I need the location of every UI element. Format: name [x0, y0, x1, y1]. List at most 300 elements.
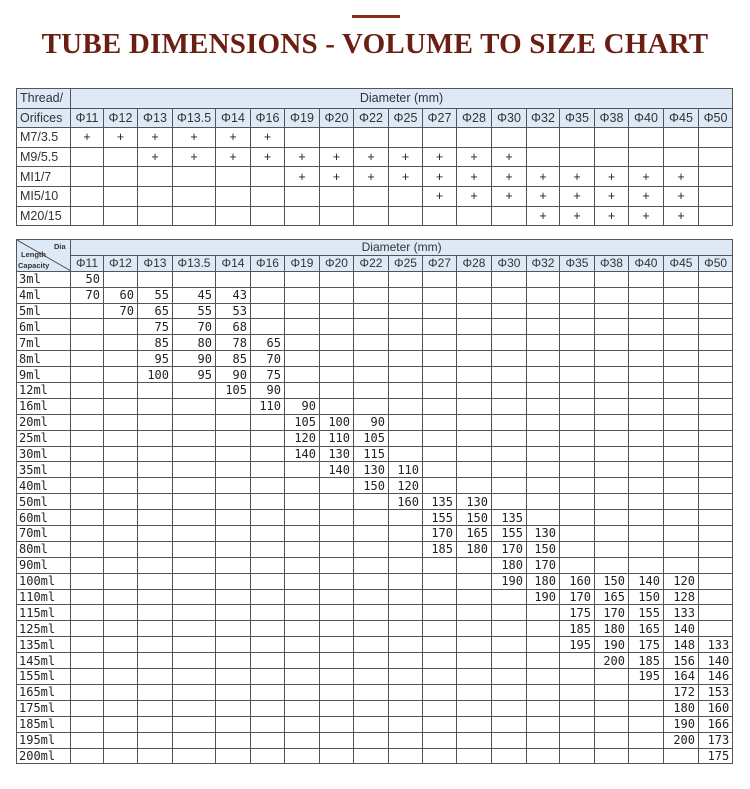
length-value-cell [699, 573, 733, 589]
length-value-cell: 100 [138, 367, 173, 383]
length-value-cell: 180 [595, 621, 629, 637]
length-value-cell [423, 573, 457, 589]
length-value-cell [457, 748, 492, 764]
diameter-label: Diameter (mm) [71, 89, 733, 109]
length-value-cell: 68 [216, 319, 251, 335]
thread-diameter-header: Φ28 [457, 108, 492, 128]
length-value-cell [423, 446, 457, 462]
length-value-cell [699, 541, 733, 557]
capacity-label: 35ml [17, 462, 71, 478]
thread-compat-cell [699, 128, 733, 148]
length-value-cell [629, 319, 664, 335]
length-value-cell: 78 [216, 335, 251, 351]
length-value-cell: 130 [527, 526, 560, 542]
length-value-cell [71, 621, 104, 637]
length-value-cell [423, 462, 457, 478]
length-value-cell [527, 351, 560, 367]
length-value-cell [389, 430, 423, 446]
length-value-cell [138, 510, 173, 526]
capacity-row [17, 589, 733, 605]
length-value-cell: 150 [354, 478, 389, 494]
length-value-cell [354, 510, 389, 526]
length-value-cell [138, 478, 173, 494]
length-value-cell [138, 271, 173, 287]
length-value-cell [560, 478, 595, 494]
length-value-cell [138, 605, 173, 621]
thread-compat-cell [251, 206, 285, 226]
length-value-cell [423, 589, 457, 605]
capacity-label: 90ml [17, 557, 71, 573]
length-value-cell [664, 748, 699, 764]
length-value-cell [527, 430, 560, 446]
length-value-cell [138, 557, 173, 573]
length-value-cell [251, 573, 285, 589]
length-value-cell [527, 637, 560, 653]
length-value-cell: 185 [629, 653, 664, 669]
length-value-cell [285, 287, 320, 303]
thread-compat-cell [457, 167, 492, 187]
length-value-cell [138, 446, 173, 462]
length-value-cell [251, 526, 285, 542]
capacity-label: 200ml [17, 748, 71, 764]
length-value-cell [699, 319, 733, 335]
length-value-cell [251, 716, 285, 732]
length-value-cell [251, 271, 285, 287]
thread-compat-cell [664, 186, 699, 206]
length-value-cell [389, 319, 423, 335]
compat-mark: + [573, 208, 581, 223]
compat-mark: + [332, 169, 341, 184]
length-value-cell [699, 367, 733, 383]
length-value-cell [251, 732, 285, 748]
length-value-cell [173, 541, 216, 557]
length-value-cell [104, 351, 138, 367]
length-value-cell [457, 621, 492, 637]
length-value-cell [354, 271, 389, 287]
corner-dia-label: Dia [54, 242, 66, 251]
length-value-cell [138, 462, 173, 478]
length-value-cell [595, 669, 629, 685]
capacity-label: 125ml [17, 621, 71, 637]
length-value-cell [251, 621, 285, 637]
length-value-cell [595, 541, 629, 557]
length-value-cell [320, 541, 354, 557]
capacity-row [17, 700, 733, 716]
thread-compat-cell [138, 128, 173, 148]
length-value-cell [560, 541, 595, 557]
length-value-cell [251, 303, 285, 319]
capacity-row [17, 669, 733, 685]
length-value-cell [354, 605, 389, 621]
length-value-cell: 170 [560, 589, 595, 605]
thread-diameter-header: Φ13.5 [173, 108, 216, 128]
length-value-cell [104, 526, 138, 542]
thread-diameter-header: Φ40 [629, 108, 664, 128]
length-value-cell [560, 430, 595, 446]
length-value-cell [595, 526, 629, 542]
length-value-cell [699, 446, 733, 462]
length-value-cell: 70 [173, 319, 216, 335]
length-value-cell [560, 446, 595, 462]
length-value-cell: 175 [699, 748, 733, 764]
length-value-cell [173, 494, 216, 510]
length-value-cell: 165 [457, 526, 492, 542]
length-value-cell [251, 605, 285, 621]
length-value-cell: 180 [664, 700, 699, 716]
length-value-cell [138, 383, 173, 399]
length-value-cell [71, 700, 104, 716]
length-value-cell [389, 351, 423, 367]
length-value-cell [173, 653, 216, 669]
capacity-label: 50ml [17, 494, 71, 510]
length-value-cell [251, 446, 285, 462]
length-value-cell [664, 383, 699, 399]
length-value-cell [216, 748, 251, 764]
length-value-cell [492, 589, 527, 605]
length-value-cell [423, 351, 457, 367]
length-value-cell [138, 684, 173, 700]
length-value-cell: 190 [664, 716, 699, 732]
capacity-row [17, 303, 733, 319]
thread-compat-cell [104, 128, 138, 148]
length-value-cell [457, 573, 492, 589]
length-value-cell [104, 589, 138, 605]
length-value-cell [71, 605, 104, 621]
length-value-cell [629, 494, 664, 510]
thread-label: M7/3.5 [17, 128, 71, 148]
thread-compat-cell [527, 186, 560, 206]
length-value-cell [285, 462, 320, 478]
length-value-cell [216, 541, 251, 557]
length-value-cell [629, 748, 664, 764]
length-value-cell [389, 510, 423, 526]
length-diameter-header: Φ12 [104, 255, 138, 271]
length-diameter-header: Φ50 [699, 255, 733, 271]
capacity-row [17, 319, 733, 335]
thread-compat-cell [173, 186, 216, 206]
thread-compat-cell [527, 206, 560, 226]
length-value-cell [492, 287, 527, 303]
compat-mark: + [470, 150, 478, 165]
length-value-cell: 43 [216, 287, 251, 303]
thread-compat-cell [492, 186, 527, 206]
length-value-cell: 185 [423, 541, 457, 557]
capacity-row [17, 446, 733, 462]
length-value-cell [285, 732, 320, 748]
capacity-row [17, 526, 733, 542]
length-value-cell [527, 271, 560, 287]
capacity-label: 7ml [17, 335, 71, 351]
length-value-cell [423, 271, 457, 287]
length-value-cell [527, 383, 560, 399]
thread-compat-cell [251, 128, 285, 148]
length-value-cell: 140 [664, 621, 699, 637]
thread-compat-cell [320, 147, 354, 167]
length-value-cell [104, 669, 138, 685]
compat-mark: + [573, 169, 581, 184]
length-value-cell: 80 [173, 335, 216, 351]
length-value-cell [595, 351, 629, 367]
length-value-cell [173, 271, 216, 287]
capacity-label: 8ml [17, 351, 71, 367]
thread-orifice-table [16, 88, 733, 226]
thread-compat-cell [354, 147, 389, 167]
length-value-cell [389, 271, 423, 287]
length-diameter-header: Φ22 [354, 255, 389, 271]
capacity-label: 4ml [17, 287, 71, 303]
length-value-cell [527, 462, 560, 478]
compat-mark: + [435, 169, 444, 184]
length-value-cell [285, 351, 320, 367]
length-value-cell [423, 557, 457, 573]
length-value-cell [354, 589, 389, 605]
compat-mark: + [505, 169, 513, 184]
length-value-cell: 190 [595, 637, 629, 653]
length-value-cell [629, 526, 664, 542]
compat-mark: + [401, 169, 410, 184]
length-value-cell [251, 414, 285, 430]
length-value-cell [354, 748, 389, 764]
length-value-cell [389, 557, 423, 573]
length-value-cell [457, 669, 492, 685]
length-value-cell: 170 [527, 557, 560, 573]
length-value-cell [699, 478, 733, 494]
length-value-cell [629, 271, 664, 287]
compat-mark: + [505, 189, 513, 204]
length-value-cell: 65 [138, 303, 173, 319]
length-value-cell [138, 526, 173, 542]
length-diameter-header: Φ40 [629, 255, 664, 271]
length-value-cell [320, 510, 354, 526]
length-value-cell [320, 557, 354, 573]
length-value-cell [71, 398, 104, 414]
length-value-cell [527, 684, 560, 700]
compat-mark: + [332, 150, 341, 165]
length-value-cell [354, 494, 389, 510]
length-value-cell [595, 494, 629, 510]
length-value-cell [285, 526, 320, 542]
length-value-cell: 180 [527, 573, 560, 589]
length-value-cell [527, 494, 560, 510]
thread-compat-cell [664, 206, 699, 226]
thread-compat-cell [699, 186, 733, 206]
length-value-cell [492, 430, 527, 446]
capacity-label: 6ml [17, 319, 71, 335]
length-value-cell: 155 [629, 605, 664, 621]
length-value-cell [527, 605, 560, 621]
thread-compat-cell [423, 128, 457, 148]
length-value-cell [492, 684, 527, 700]
length-value-cell [389, 716, 423, 732]
length-value-cell [560, 669, 595, 685]
thread-compat-cell [138, 167, 173, 187]
length-value-cell [320, 573, 354, 589]
length-diameter-header: Φ28 [457, 255, 492, 271]
length-value-cell: 150 [629, 589, 664, 605]
length-value-cell [423, 383, 457, 399]
length-value-cell [560, 462, 595, 478]
length-value-cell [173, 669, 216, 685]
length-value-cell [629, 398, 664, 414]
length-value-cell [104, 446, 138, 462]
length-value-cell [216, 573, 251, 589]
length-value-cell [138, 414, 173, 430]
length-capacity-table [16, 239, 733, 764]
length-value-cell [71, 637, 104, 653]
capacity-label: 195ml [17, 732, 71, 748]
length-value-cell [285, 669, 320, 685]
length-value-cell [104, 684, 138, 700]
length-value-cell [104, 494, 138, 510]
length-value-cell [251, 669, 285, 685]
length-value-cell [389, 303, 423, 319]
thread-compat-cell [664, 147, 699, 167]
length-value-cell [629, 700, 664, 716]
length-value-cell [320, 335, 354, 351]
length-value-cell [354, 398, 389, 414]
length-value-cell: 200 [595, 653, 629, 669]
compat-mark: + [677, 208, 685, 223]
thread-diameter-header: Φ25 [389, 108, 423, 128]
length-value-cell [320, 748, 354, 764]
length-value-cell [285, 700, 320, 716]
length-value-cell [104, 557, 138, 573]
length-value-cell [560, 383, 595, 399]
length-value-cell [71, 462, 104, 478]
length-value-cell [492, 414, 527, 430]
length-value-cell: 195 [560, 637, 595, 653]
length-value-cell [595, 335, 629, 351]
length-value-cell [595, 398, 629, 414]
thread-compat-cell [104, 167, 138, 187]
length-value-cell [457, 271, 492, 287]
length-value-cell [699, 351, 733, 367]
length-value-cell: 120 [389, 478, 423, 494]
thread-diameter-header: Φ50 [699, 108, 733, 128]
length-value-cell [216, 732, 251, 748]
length-value-cell [138, 541, 173, 557]
length-value-cell: 175 [560, 605, 595, 621]
length-value-cell [216, 398, 251, 414]
length-value-cell: 110 [389, 462, 423, 478]
length-value-cell [320, 653, 354, 669]
length-value-cell [457, 287, 492, 303]
thread-row [17, 167, 733, 187]
thread-compat-cell [354, 206, 389, 226]
length-value-cell [560, 335, 595, 351]
length-value-cell [285, 621, 320, 637]
length-value-cell [664, 303, 699, 319]
length-value-cell [104, 478, 138, 494]
length-value-cell [138, 621, 173, 637]
length-value-cell [104, 748, 138, 764]
length-value-cell [457, 732, 492, 748]
diameter-label: Diameter (mm) [71, 240, 733, 256]
compat-mark: + [435, 189, 444, 204]
length-value-cell [699, 557, 733, 573]
length-value-cell [216, 526, 251, 542]
compat-mark: + [116, 130, 125, 145]
thread-compat-cell [595, 206, 629, 226]
length-value-cell [457, 398, 492, 414]
length-value-cell [389, 748, 423, 764]
length-value-cell [664, 430, 699, 446]
length-value-cell [104, 637, 138, 653]
length-value-cell [173, 510, 216, 526]
length-value-cell [699, 414, 733, 430]
length-value-cell [320, 271, 354, 287]
thread-compat-cell [354, 128, 389, 148]
length-value-cell [320, 684, 354, 700]
capacity-label: 175ml [17, 700, 71, 716]
thread-diameter-header: Φ32 [527, 108, 560, 128]
length-value-cell: 150 [457, 510, 492, 526]
length-value-cell [285, 557, 320, 573]
length-value-cell [354, 287, 389, 303]
length-value-cell [423, 748, 457, 764]
capacity-label: 100ml [17, 573, 71, 589]
thread-compat-cell [492, 167, 527, 187]
compat-mark: + [298, 169, 306, 184]
length-value-cell [104, 271, 138, 287]
thread-compat-cell [423, 206, 457, 226]
length-value-cell [216, 430, 251, 446]
length-value-cell [216, 478, 251, 494]
length-value-cell [354, 732, 389, 748]
thread-compat-cell [251, 147, 285, 167]
length-value-cell: 133 [699, 637, 733, 653]
thread-corner-bottom: Orifices [17, 108, 71, 128]
length-value-cell [173, 621, 216, 637]
compat-mark: + [298, 150, 306, 165]
length-value-cell [389, 621, 423, 637]
length-value-cell [389, 669, 423, 685]
thread-compat-cell [138, 186, 173, 206]
length-value-cell [492, 367, 527, 383]
length-value-cell [71, 732, 104, 748]
length-value-cell [527, 669, 560, 685]
length-value-cell [595, 700, 629, 716]
length-diameter-header: Φ13 [138, 255, 173, 271]
length-value-cell [527, 335, 560, 351]
capacity-row [17, 557, 733, 573]
length-value-cell [595, 684, 629, 700]
length-value-cell [457, 478, 492, 494]
compat-mark: + [470, 189, 478, 204]
length-value-cell [173, 383, 216, 399]
length-value-cell [492, 351, 527, 367]
length-value-cell [320, 589, 354, 605]
length-value-cell [560, 414, 595, 430]
length-value-cell [285, 478, 320, 494]
length-value-cell [354, 653, 389, 669]
length-value-cell [527, 398, 560, 414]
length-value-cell: 75 [138, 319, 173, 335]
length-value-cell: 153 [699, 684, 733, 700]
length-value-cell [389, 446, 423, 462]
length-value-cell: 100 [320, 414, 354, 430]
length-value-cell [423, 716, 457, 732]
length-value-cell [699, 398, 733, 414]
length-value-cell [699, 605, 733, 621]
length-value-cell [251, 637, 285, 653]
length-value-cell [285, 605, 320, 621]
length-value-cell [251, 557, 285, 573]
thread-compat-cell [285, 206, 320, 226]
thread-diameter-header: Φ45 [664, 108, 699, 128]
thread-compat-cell [320, 186, 354, 206]
length-value-cell: 90 [285, 398, 320, 414]
